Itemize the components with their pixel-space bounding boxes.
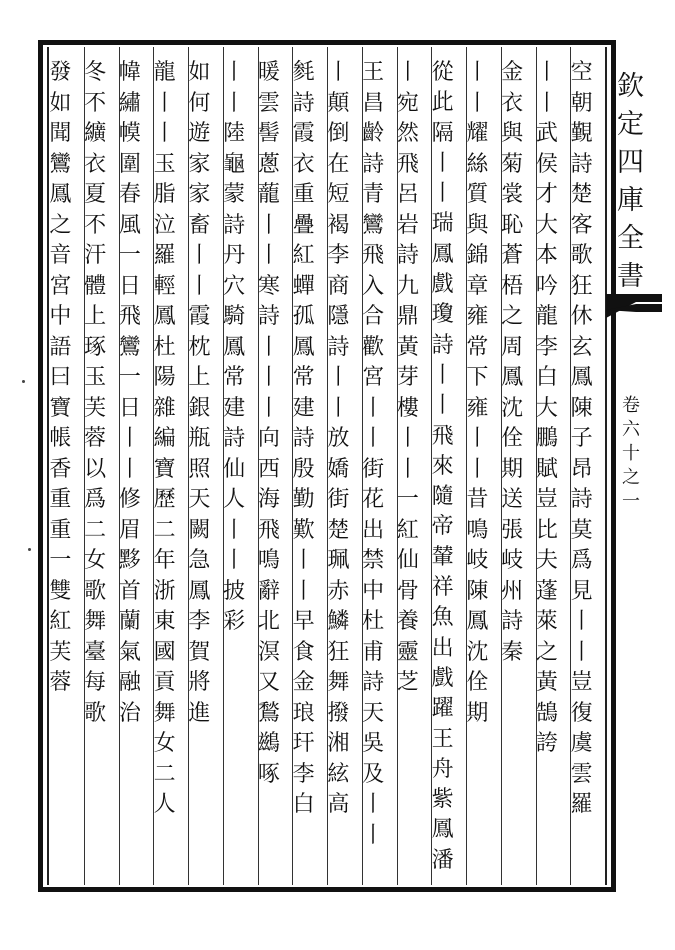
text-column: 龍丨丨玉脂泣羅輕鳳杜陽雜編寶歷二年浙東國貢舞女二人 <box>153 60 176 817</box>
text-column: 暖雲髻蔥蘢丨丨寒詩丨丨丨向西海飛鳴辭北溟又鶖鷀啄 <box>257 60 280 787</box>
text-column: 丨丨陸龜蒙詩丹穴騎鳳常建詩仙人丨丨披彩 <box>223 60 246 634</box>
paper-speck <box>28 548 31 551</box>
text-column: 冬不纊衣夏不汗體上琢玉芙蓉以爲二女歌舞臺每歌 <box>84 60 107 726</box>
text-column: 從此隔丨丨瑞鳳戲瓊詩丨丨飛來隨帝輦祥魚出戲躍王舟紫鳳潘 <box>431 60 454 873</box>
juan-number: 卷六十之一 <box>622 395 640 512</box>
text-column: 發如聞鸞鳳之音宮中語曰寶帳香重重一雙紅芙蓉 <box>49 60 72 695</box>
frame-left-border <box>38 40 43 892</box>
text-column: 金衣與菊裳恥蒼梧之周鳳沈佺期送張岐州詩秦 <box>501 60 524 665</box>
text-column: 丨丨武侯才大本吟龍李白大鵬賦豈比夫蓬萊之黃鵠誇 <box>535 60 558 756</box>
inner-right-border <box>605 47 607 885</box>
frame-right-border <box>611 40 616 892</box>
frame-bottom-border <box>38 887 616 892</box>
text-column: 丨丨耀絲質與錦章雍常下雍丨丨昔鳴岐陳鳳沈佺期 <box>466 60 489 726</box>
fish-tail-mark <box>606 288 662 328</box>
frame-top-border <box>38 40 616 45</box>
text-column: 空朝覲詩楚客歌狂休玄鳳陳子昂詩莫爲見丨丨豈復虞雲羅 <box>570 60 593 817</box>
text-column: 丨顛倒在短褐李商隱詩丨丨放嬌街楚珮赤鱗狂舞撥湘絃高 <box>327 60 350 817</box>
text-column: 幃繡幙圍春風一日飛鸞一日丨丨修眉黟首蘭氣融治 <box>118 60 141 726</box>
margin-title: 欽定四庫全書 <box>617 71 644 292</box>
text-column: 王昌齡詩青鸞飛入合歡宮丨丨街花出禁中杜甫詩天吳及丨丨 <box>362 60 385 848</box>
text-column: 如何遊家家畜丨丨霞枕上銀瓶照天闕急鳳李賀將進 <box>188 60 211 726</box>
text-column: 毵詩霞衣重疊紅蟬孤鳳常建詩殷勤歎丨丨早食金琅玕李白 <box>292 60 315 817</box>
paper-speck <box>22 380 25 383</box>
text-column: 丨宛然飛呂岩詩九鼎黃芽樓丨丨一紅仙骨養靈芝 <box>396 60 419 695</box>
